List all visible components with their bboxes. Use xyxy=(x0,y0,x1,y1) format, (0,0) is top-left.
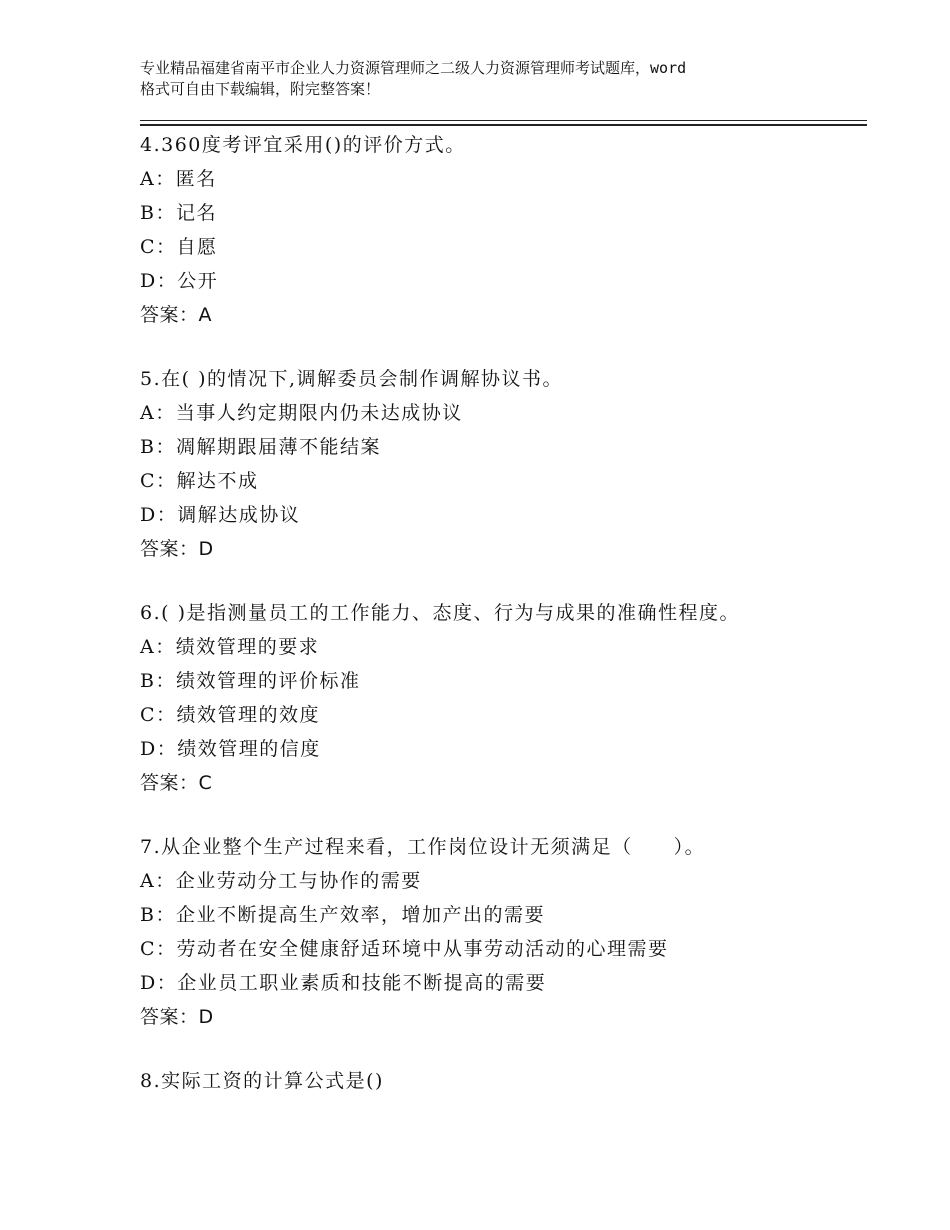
option-b: B：凋解期跟届薄不能结案 xyxy=(140,436,381,458)
option-a: A：当事人约定期限内仍未达成协议 xyxy=(140,402,463,424)
header-line-2: 格式可自由下载编辑，附完整答案！ xyxy=(140,80,381,98)
question-4 xyxy=(140,128,880,332)
option-c: C：绩效管理的效度 xyxy=(140,704,321,726)
question-stem: 4.360度考评宜采用()的评价方式。 xyxy=(140,134,466,156)
option-c: C：解达不成 xyxy=(140,470,259,492)
option-a: A：匿名 xyxy=(140,168,217,190)
question-stem: 7.从企业整个生产过程来看，工作岗位设计无须满足（ ）。 xyxy=(140,836,706,858)
option-d: D：企业员工职业素质和技能不断提高的需要 xyxy=(140,972,547,994)
option-b: B：记名 xyxy=(140,202,217,224)
option-a: A：绩效管理的要求 xyxy=(140,636,320,658)
question-5 xyxy=(140,362,880,566)
question-7 xyxy=(140,830,880,1034)
option-c: C：自愿 xyxy=(140,236,218,258)
option-c: C：劳动者在安全健康舒适环境中从事劳动活动的心理需要 xyxy=(140,938,669,960)
question-stem: 6.( )是指测量员工的工作能力、态度、行为与成果的准确性程度。 xyxy=(140,602,740,624)
header-line-1: 专业精品福建省南平市企业人力资源管理师之二级人力资源管理师考试题库，word xyxy=(140,59,687,77)
header-rule-thick xyxy=(140,124,867,126)
answer-line: 答案：D xyxy=(140,1006,214,1028)
answer-line: 答案：C xyxy=(140,772,213,794)
option-a: A：企业劳动分工与协作的需要 xyxy=(140,870,422,892)
answer-line: 答案：D xyxy=(140,538,214,560)
question-8 xyxy=(140,1064,880,1098)
option-d: D：绩效管理的信度 xyxy=(140,738,321,760)
option-d: D：调解达成协议 xyxy=(140,504,301,526)
question-stem: 5.在( )的情况下,调解委员会制作调解协议书。 xyxy=(140,368,564,390)
question-list xyxy=(140,128,880,1128)
document-header xyxy=(140,58,830,100)
option-b: B：绩效管理的评价标准 xyxy=(140,670,361,692)
option-d: D：公开 xyxy=(140,270,219,292)
option-b: B：企业不断提高生产效率，增加产出的需要 xyxy=(140,904,545,926)
question-stem: 8.实际工资的计算公式是() xyxy=(140,1070,384,1092)
question-6 xyxy=(140,596,880,800)
header-rule-thin xyxy=(140,120,867,121)
answer-line: 答案：A xyxy=(140,304,212,326)
